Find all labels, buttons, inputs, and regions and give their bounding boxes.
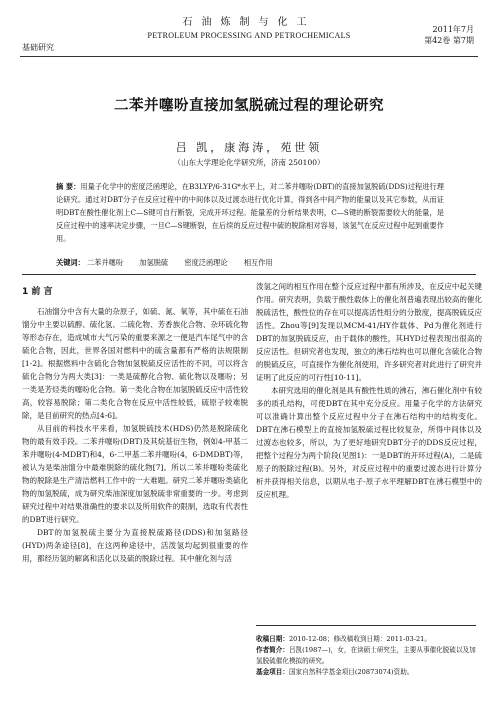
abstract-label: 摘 要： (56, 182, 81, 191)
abstract (56, 180, 444, 245)
keyword: 加氢脱硫 (139, 258, 169, 267)
abstract-text: 用量子化学中的密度泛函理论，在B3LYP/6-31G*水平上，对二苯并噻吩(DBT)的直接加氢脱硫(DDS)过程进行理论研究。通过对DBT分子在反应过程中的中间体以及过渡态进行优化计算，得到各中间产物的能量以及其它参数，从而证明DBT在酸性催化剂上C—S键可自行断裂，完成开环过程。能量差的分析结果表明，C—S键的断裂需要较大的能量，是反应过程中的速率决定步骤，一旦C—S键断裂，在后续的反应过程中硫的脱除相对容易，该氢气在反应过程中起到重要作用。 (56, 182, 444, 243)
footnote-received: 收稿日期：2010-12-08；修改稿收到日期：2011-03-21。 (256, 635, 431, 643)
footnote-fund: 基金项目：国家自然科学基金项目(20873074)资助。 (256, 668, 414, 676)
keyword: 二苯并噻吩 (87, 258, 124, 267)
body-paragraph: 石油馏分中含有大量的杂原子，如硫、氮、氧等，其中硫在石油馏分中主要以硫醇、硫化氢、二硫化物、芳香族化合物、杂环硫化物等形态存在，造成城市大气污染的重要来源之一便是汽车尾气中的含硫化合物，因此，世界各国对燃料中的硫含量都有严格的法规限制[1-2]。根据燃料中含硫化合物加氢脱硫反应活性的不同，可以将含硫化合物分为两大类[3]：一类是硫醇化合物、硫化物以及噻吩；另一类是芳烃类的噻吩化合物。第一类化合物在加氢脱硫反应中活性较高，较容易脱除；第二类化合物在反应中活性较低，硫原子较难脱除，是目前研究的热点[4-6]。 (22, 307, 248, 420)
author-affiliation: （山东大学理论化学研究所，济南 250100） (173, 158, 325, 167)
body-paragraph: DBT的加氢脱硫主要分为直接脱硫路径(DDS)和加氢路径(HYD)两条途径[8]，在这两种途径中，活泼氢均起到很重要的作用，都经历氢的解离和活化以及硫的脱除过程。其中催化剂与活 (22, 528, 248, 563)
keyword: 相互作用 (243, 258, 273, 267)
section-divider (22, 274, 476, 275)
running-section-label: 基础研究 (22, 43, 54, 52)
article-title: 二苯并噻吩直接加氢脱硫过程的理论研究 (114, 98, 384, 114)
article-footnote (256, 625, 476, 678)
issue-date: 2011年7月 (432, 25, 474, 34)
article-authors: 吕 凯，康海涛，苑世领 (175, 141, 323, 154)
body-paragraph: 本研究选用的催化剂是具有酸性性质的沸石，沸石催化剂中有较多的质孔结构，可使DBT在其中充分反应。用量子化学的方法研究可以准确计算出整个反应过程中分子在沸石结构中的结构变化。DBT在沸石模型上的直接加氢脱硫过程比较复杂，所得中间体以及过渡态也较多，所以，为了更好地研究DBT分子的DDS反应过程，把整个过程分为两个阶段(见图1)：一是DBT的开环过程(A)，二是硫原子的脱除过程(B)。另外，对反应过程中的重要过渡态进行计算分析并获得相关信息，以期从电子-原子水平理解DBT在沸石模型中的反应机理。 (256, 386, 482, 499)
footnote-author: 作者简介：吕凯(1987—)，女，在读硕士研究生，主要从事催化脱硫以及加氢脱硫催化模拟的研究。 (256, 646, 476, 665)
header-rule (20, 56, 478, 57)
journal-title-cn: 石油炼制与化工 (182, 17, 316, 28)
keywords-label: 关键词： (56, 258, 85, 267)
issue-volume: 第42卷 第7期 (424, 36, 474, 45)
body-column-right (256, 280, 482, 501)
body-column-left (22, 280, 248, 565)
keywords (56, 258, 444, 268)
body-paragraph: 从目前的科技水平来看，加氢脱硫技术(HDS)仍然是脱除硫化物的最有效手段。二苯并噻吩(DBT)及其烷基衍生物，例如4-甲基二苯并噻吩(4-MDBT)和4，6-二甲基二苯并噻吩(4，6-DMDBT)等，被认为是柴油馏分中最难脱除的硫化物[7]。所以二苯并噻吩类硫化物的脱除是生产清洁燃料工作中的一大难题。研究二苯并噻吩类硫化物的加氢脱硫，成为研究柴油深度加氢脱硫非常重要的一步。考虑到研究过程中对结果准确性的要求以及所用软件的限制，选取有代表性的DBT进行研究。 (22, 424, 248, 524)
section-heading: 1 前 言 (22, 287, 53, 297)
body-paragraph: 泼氢之间的相互作用在整个反应过程中都有所涉及，在反应中起关键作用。研究表明，负载于酸性载体上的催化剂普遍表现出较高的催化脱硫活性，酸性位的存在可以提高活性组分的分散度，提高脱硫反应活性。Zhou等[9]发现以MCM-41/HY作载体、Pd为催化剂进行DBT的加氢脱硫反应，由于载体的酸性，其HYD过程表现出很高的反应活性。但研究者也发现，独立的沸石结构也可以催化含硫化合物的脱硫反应，可直接作为催化剂使用，许多研究者对此进行了研究并证明了此反应的可行性[10-11]。 (256, 282, 482, 382)
journal-title-en: PETROLEUM PROCESSING AND PETROCHEMICALS (147, 31, 351, 40)
keyword: 密度泛函理论 (184, 258, 228, 267)
issue-info (424, 24, 474, 46)
